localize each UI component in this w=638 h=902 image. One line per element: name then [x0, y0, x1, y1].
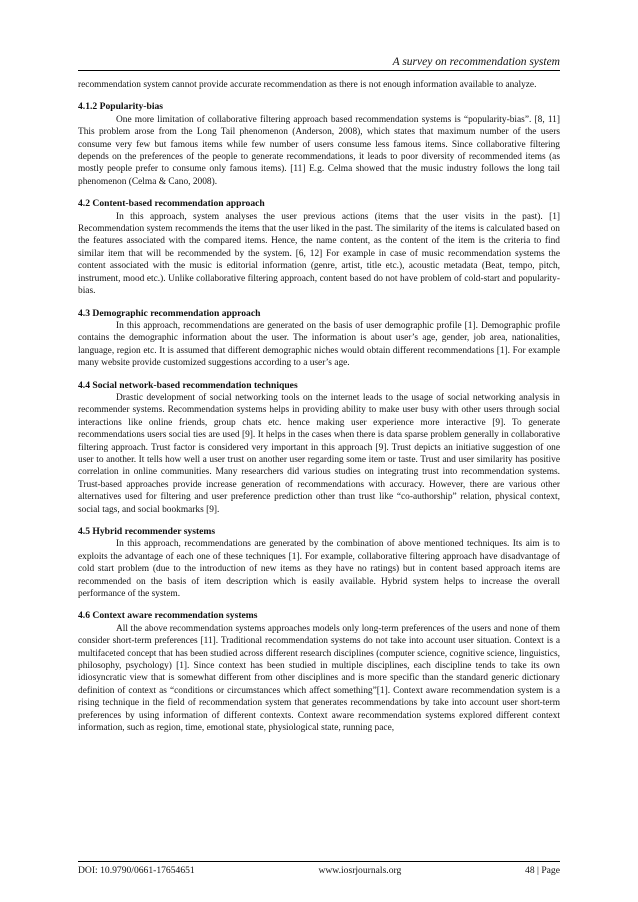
- section-heading-hybrid: 4.5 Hybrid recommender systems: [78, 526, 216, 537]
- section-heading-popularity-bias: 4.1.2 Popularity-bias: [78, 101, 164, 113]
- section-body-popularity-bias: One more limitation of collaborative filtering approach based recommendation systems is “popularity-bias”. [8, 11] This problem arose from the Long Tail phenomenon (Anderson, 2008), which states that maximum number of the users consume very few but famous items while few number of users consume less famous items. Since collaborative filtering depends on the preferences of the people to generate recommendations, it leads to poor diversity of recommended items (as mostly people prefer to consume only famous items). [11] E.g. Celma showed that the music industry follows the long tail phenomenon (Celma & Cano, 2008).: [78, 114, 560, 187]
- page-footer: [78, 861, 560, 876]
- footer-page-number: 48 | Page: [525, 865, 560, 876]
- section-body-demographic: In this approach, recommendations are generated on the basis of user demographic profile [1]. Demographic profile contains the demographic information about the user. The information is about user’s age, gender, job area, nationalities, language, region etc. It is assumed that different demographic niches would obtain different recommendations [1]. For example many website provide customized suggestions according to a user’s age.: [78, 320, 560, 369]
- footer-website: www.iosrjournals.org: [318, 865, 402, 876]
- page-content: [78, 56, 560, 735]
- intro-paragraph: recommendation system cannot provide accurate recommendation as there is not enough information available to analyze.: [78, 80, 537, 90]
- section-heading-social-network: 4.4 Social network-based recommendation techniques: [78, 379, 298, 391]
- running-header: A survey on recommendation system: [78, 56, 560, 71]
- section-heading-content-based: 4.2 Content-based recommendation approach: [78, 198, 265, 210]
- section-heading-demographic: 4.3 Demographic recommendation approach: [78, 307, 261, 319]
- section-body-content-based: In this approach, system analyses the user previous actions (items that the user visits in the past). [1] Recommendation system recommends the items that the user liked in the past. The similarity of the items is calculated based on the features associated with the compared items. Hence, the name content, as the content of the item is the criteria to find similar item that will be recommended by the system. [6, 12] For example in case of music recommendation systems the content associated with the music is editorial information (genre, artist, title etc.), acoustic metadata (Beat, tempo, pitch, instrument, mood etc.). Unlike collaborative filtering approach, content based do not have problem of cold-start and popularity-bias.: [78, 211, 560, 297]
- section-body-context-aware: All the above recommendation systems approaches models only long-term preferences of the users and none of them consider short-term preferences [11]. Traditional recommendation systems do not take into account user situation. Context is a multifaceted concept that has been studied across different research disciplines (computer science, cognitive science, linguistics, philosophy, psychology) [1]. Since context has been studied in multiple disciplines, each discipline tends to take its own idiosyncratic view that is somewhat different from other disciplines and is more specific than the standard generic dictionary definition of context as “conditions or circumstances which affect something”[1]. Context aware recommendation system is a rising technique in the field of recommendation system that generates recommendations by take into account user short-term preferences by using information of different contexts. Context aware recommendation systems explored different context information, such as region, time, emotional state, physiological state, running pace,: [78, 623, 560, 734]
- footer-doi: DOI: 10.9790/0661-17654651: [78, 865, 195, 876]
- section-body-hybrid: In this approach, recommendations are generated by the combination of above mentioned techniques. Its aim is to exploits the advantage of each one of these techniques [1]. For example, collaborative filtering approach have disadvantage of cold start problem (due to the introduction of new items as they have no ratings) but in content based approach items are recommended on the basis of item description which is easily available. Hybrid system helps to increase the overall performance of the system.: [78, 539, 560, 600]
- section-body-social-network: Drastic development of social networking tools on the internet leads to the usage of social networking analysis in recommender systems. Recommendation systems helps in providing ability to make user busy with other users through social interactions like online friends, group chats etc. hence making user experience more interactive [9]. To generate recommendations users social ties are used [9]. It helps in the cases when there is data sparse problem generally in collaborative filtering approach. Trust factor is considered very important in this approach [9]. Trust depicts an initiative suggestion of one user to another. It tells how well a user trust on another user regarding some item or taste. Trust and user similarity has positive correlation in online communities. Many researchers did various studies on integrating trust into recommendation systems. Trust-based approaches provide increase generation of recommendations with accuracy. However, there are various other alternatives used for filtering and user preference prediction other than trust like “co-authorship” relation, physical context, social tags, and social bookmarks [9].: [78, 392, 560, 515]
- section-heading-context-aware: 4.6 Context aware recommendation systems: [78, 610, 258, 622]
